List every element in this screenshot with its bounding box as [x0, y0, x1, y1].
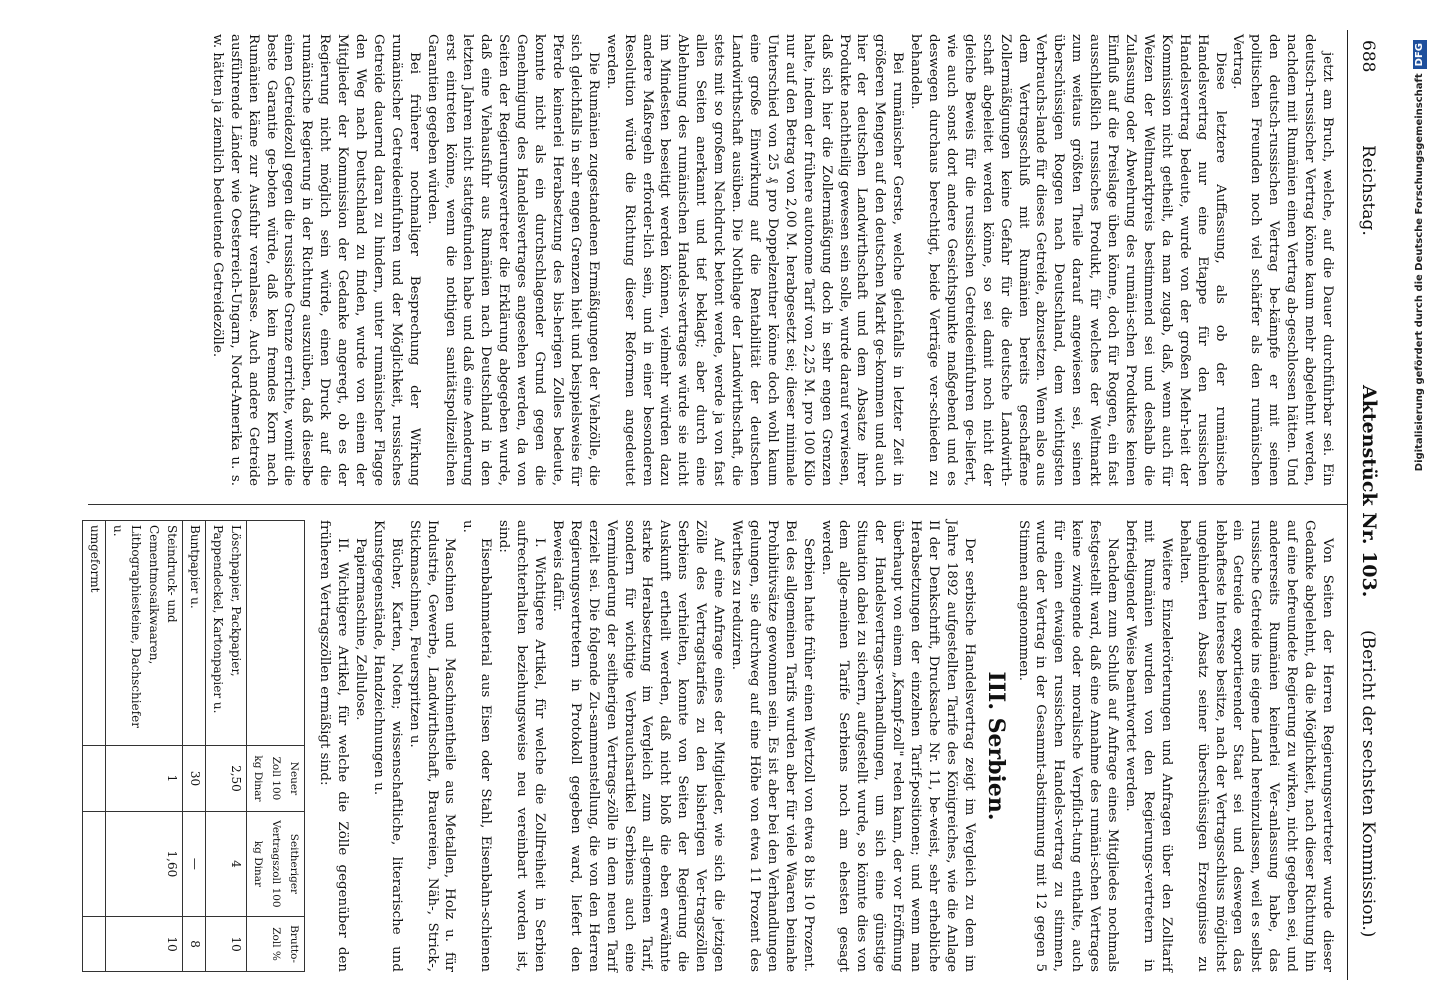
rotated-page [30, 30, 1380, 980]
dfg-logo: DFG [1413, 40, 1427, 69]
table-cell-pct: 10 [106, 917, 183, 972]
section-heading: III. Serbien. [982, 671, 1009, 821]
page-number: 688 [1358, 40, 1378, 73]
table-cell-old: 4 [205, 811, 246, 917]
paragraph: I. Wichtigere Artikel, für welche die Zollfreiheit in Serbien aufrechterhalten beziehungsweise neu vereinbart worden ist, sind: [496, 520, 548, 972]
table-cell-new [83, 746, 106, 811]
column-divider [88, 504, 1348, 505]
paragraph: Maschinen und Maschinentheile aus Metallen, Holz u. für Industrie, Gewerbe, Landwirthschaft, Brauereien, Näh-, Strick-, Stickmaschinen, Feuerspritzen u. [406, 520, 458, 972]
table-header-row [246, 521, 305, 972]
digitization-notice [1410, 40, 1430, 940]
paragraph: Die Rumänien zugestandenen Ermäßigungen der Viehzölle, die sich gleichfalls in sehr engen Grenzen hielt und beispielsweise für Pferde keinerlei Herabsetzung des bis-herigen Zolles bedeute, konnte nicht als ein durchschlagender Grund gegen die Genehmigung des Handelsvertrages angesehen werden, da von Seiten der Regierungsvertreter die Erklärung abgegeben wurde, daß eine Viehausfuhr aus Rumänien nach Deutschland in den letzten Jahren nicht stattgefunden habe und daß eine Aenderung erst eintreten könne, wenn die nothigen sanitätspolizeilichen Garantien gegeben würden. [424, 34, 601, 486]
paragraph: II. Wichtigere Artikel, für welche die Zölle gegenüber den früheren Vertragszöllen ermäßigt sind: [317, 520, 351, 972]
table-header-old-duty: Seitheriger Vertragszoll 100 kg Dinar [246, 811, 305, 917]
paragraph: Bei rumänischer Gerste, welche gleichfalls in letzter Zeit in größeren Mengen auf den deutschen Markt ge-kommen und auch hier der deutschen Landwirthschaft und dem Absatze ihrer Produkte nachtheilig gewesen sein solle, wurde darauf verwiesen, daß sich hier die Zollermäßigung doch in sehr engen Grenzen halte, indem der frühere autonome Tarif von 2,25 M. pro 100 Kilo nur auf den Betrag von 2,00 M. herabgesetzt sei; dieser minimale Unterschied von 25 ₰ pro Doppelzentner könne doch wohl kaum eine große Einwirkung auf die Rentabilität der deutschen Landwirthschaft ausüben. Die Nothlage der Landwirthschaft, die stets mit so großem Nachdruck betont werde, werde ja von fast allen Seiten anerkannt und tief beklagt; aber durch eine Ablehnung des rumänischen Handels-vertrages würde sie nicht im Mindesten beseitigt werden können, vielmehr würden dazu andere Maßregeln erforder-lich sein, und in einer besonderen Resolution würde die Richtung dieser Reformen angedeutet werden. [603, 34, 906, 486]
paragraph: Eisenbahnmaterial aus Eisen oder Stahl, Eisenbahn-schienen u. [460, 520, 494, 972]
table-header-item [246, 521, 305, 746]
table-cell-old: 1,60 [106, 811, 183, 917]
paragraph: Nachdem zum Schluß auf Anfrage eines Mitgliedes nochmals festgestellt ward, daß eine Annahme des rumäni-schen Vertrages keine zwingende oder moralische Verpflich-tung enthalte, auch für einen etwaigen russischen Handels-vertrag zu stimmen, wurde der Vertrag in der Gesammt-abstimmung mit 12 gegen 5 Stimmen angenommen. [1015, 520, 1121, 972]
paragraph: Serbien hatte früher einen Wertzoll von etwa 8 bis 10 Prozent. Bei des allgemeinen Tarifs wurden aber für viele Waaren beinahe Prohibitivsätze gewonnen sein. Es ist aber bei den Verhandlungen gelungen, sie durchweg auf eine Höhe von etwa 11 Prozent des Werthes zu reduziren. [729, 520, 816, 972]
table-cell-pct [83, 917, 106, 972]
table-row [83, 521, 106, 972]
parliament-name: Reichstag. [1358, 145, 1378, 236]
table-header-new-duty: Neuer Zoll 100 kg Dinar [246, 746, 305, 811]
tariff-table [82, 520, 305, 972]
table-cell-old [83, 811, 106, 917]
paragraph: Auf eine Anfrage eines der Mitglieder, wie sich die jetzigen Zölle des Vertragstarifes zu den bisherigen Ver-tragszöllen Serbiens verhielten, konnte von Seiten der Regierung die Auskunft ertheilt werden, daß nicht bloß die eben erwähnte starke Herabsetzung im Vergleich zum all-gemeinen Tarif, sondern für wichtige Verbrauchsartikel Serbiens auch eine Verminderung der seitherigen Vertrags-zölle in dem neuen Tarif erzielt sei. Die folgende Zu-sammenstellung, die von den Herren Regierungsvertretern in Protokoll gegeben ward, liefert den Beweis dafür. [549, 520, 727, 972]
paragraph: Der serbische Handelsvertrag zeigt im Vergleich zu dem im Jahre 1892 aufgestellten Tarife des Königreiches, wie die Anlage II der Denkschrift, Drucksache Nr. 11, be-weist, sehr erhebliche Herabsetzungen der einzelnen Tarif-positionen; und wenn man überhaupt von einem „Kampf-zoll" reden kann, der vor Eröffnung der Handelsvertrags-verhandlungen, um sich eine günstige Situation dabei zu sichern, aufgestellt wurde, so könnte dies von dem allge-meinen Tarife Serbiens noch am ehesten gesagt werden. [818, 520, 977, 972]
paragraph: Papiermaschine, Zellulose. [352, 538, 368, 721]
table-cell-pct: 10 [205, 917, 246, 972]
table-cell-old: — [182, 811, 205, 917]
digitization-notice-text: Digitalisierung gefördert durch die Deutsche Forschungsgemeinschaft [1414, 73, 1425, 472]
header-rule [1347, 30, 1348, 980]
table-cell-item: umgeformt [83, 521, 106, 746]
paragraph: jetzt am Bruch, welche, auf die Dauer durchführbar sei. Ein deutsch-russischer Vertrag könne kaum mehr abgelehnt werden, nachdem mit Rumänien einen Vertrag ab-geschlossen hätten. Und den deutsch-russischen Vertrag be-kämpfe er mit seinen politischen Freunden noch viel schärfer als den rumänischen Vertrag. [1230, 34, 1335, 486]
running-head [1354, 30, 1380, 980]
table-row [205, 521, 246, 972]
table-row [106, 521, 183, 972]
left-column [208, 34, 1336, 486]
paragraph: Bei früherer nochmaliger Besprechung der Wirkung rumänischer Getreideeinfuhren und der Möglichkeit, russisches Getreide dauernd daran zu hindern, unter rumänischer Flagge den Weg nach Deutschland zu finden, wurde von einem der Mitglieder der Kommission der Gedanke angeregt, ob es der Regierung nicht möglich sein würde, einen Druck auf die rumänische Regierung in der Richtung auszuüben, daß dieselbe einen Getreidezoll gegen die russische Grenze errichte, womit die beste Garantie ge-boten würde, daß kein fremdes Korn nach Rumänien käme zur Ausfuhr veranlasse. Auch andere Getreide ausführende Länder wie Oesterreich-Ungarn, Nord-Amerika u. s. w. hätten ja ziemlich bedeutende Getreidezölle. [209, 34, 422, 486]
table-cell-item: Löschpapier, Packpapier, Pappendeckel, Kartonpapier u. [205, 521, 246, 746]
table-row [182, 521, 205, 972]
report-label: (Bericht der sechsten Kommission.) [1358, 630, 1378, 938]
paragraph: Von Seiten der Herren Regierungsvertreter wurde dieser Gedanke abgelehnt, da die Möglichkeit, nach dieser Richtung hin auf eine befreundete Regierung zu wirken, nicht gegeben sei, und andererseits Rumänien keinerlei Ver-anlassung habe, das russische Getreide ins eigene Land hereinzulassen, weil es selbst ein Getreide exportierender Staat sei und deswegen das lebhafteste Interesse besitze, nach der Vertragsschluss möglichst ungehinderten Absatz seiner überschüssigen Erzeugnisse zu behalten. [1176, 520, 1335, 972]
table-cell-pct: 8 [182, 917, 205, 972]
right-column [82, 520, 1336, 972]
table-cell-item: Buntpapier u. [182, 521, 205, 746]
paragraph: Bücher, Karten, Noten; wissenschaftliche, literarische und Kunstgegenstände, Handzeichnungen u. [370, 520, 404, 972]
table-cell-new: 1 [106, 746, 183, 811]
digitization-stamp [1410, 40, 1430, 940]
document-title: Aktenstück Nr. 103. [1358, 385, 1380, 598]
table-cell-new: 2,50 [205, 746, 246, 811]
paragraph: Weitere Einzelerörterungen und Anfragen über den Zolltarif mit Rumänien wurden von den Regierungs-vertretern in befriedigender Weise beantwortet werden. [1123, 520, 1174, 972]
table-header-percent: Brutto-Zoll % [246, 917, 305, 972]
table-cell-new: 30 [182, 746, 205, 811]
table-cell-item: Steindruck- und Cementmosaikwaaren, Lithographiesteine, Dachschiefer u. [106, 521, 183, 746]
paragraph: Diese letztere Auffassung, als ob der rumänische Handelsvertrag nur eine Etappe für den russischen Handelsvertrag bedeute, wurde von der großen Mehr-heit der Kommission nicht getheilt, da man zugab, daß, wenn auch für Weizen der Weltmarktpreis bestimmend sei und deshalb die Zulassung oder Abwehrung des rumäni-schen Produktes keinen Einfluß auf die Preislage üben könne, doch für Roggen, ein fast ausschließlich russisches Produkt, für welches der Weltmarkt zum weitaus größten Theile darauf angewiesen sei, seinen überschüssigen Roggen nach Deutschland, dem wichtigsten Verbrauchs-lande für dieses Getreide, abzusetzen. Wenn also aus dem Vertragsschluß mit Rumänien bereits geschaffene Zollermäßigungen keine Gefahr für die deutsche Landwirth-schaft abgeleitet werden könne, so sei damit noch nicht der gleiche Beweis für die russischen Getreideeinfuhren ge-liefert, wie auch sonst dort andere Gesichtspunkte maßgebend und es deswegen durchaus berechtigt, beide Verträge ver-schieden zu behandeln. [908, 34, 1228, 486]
